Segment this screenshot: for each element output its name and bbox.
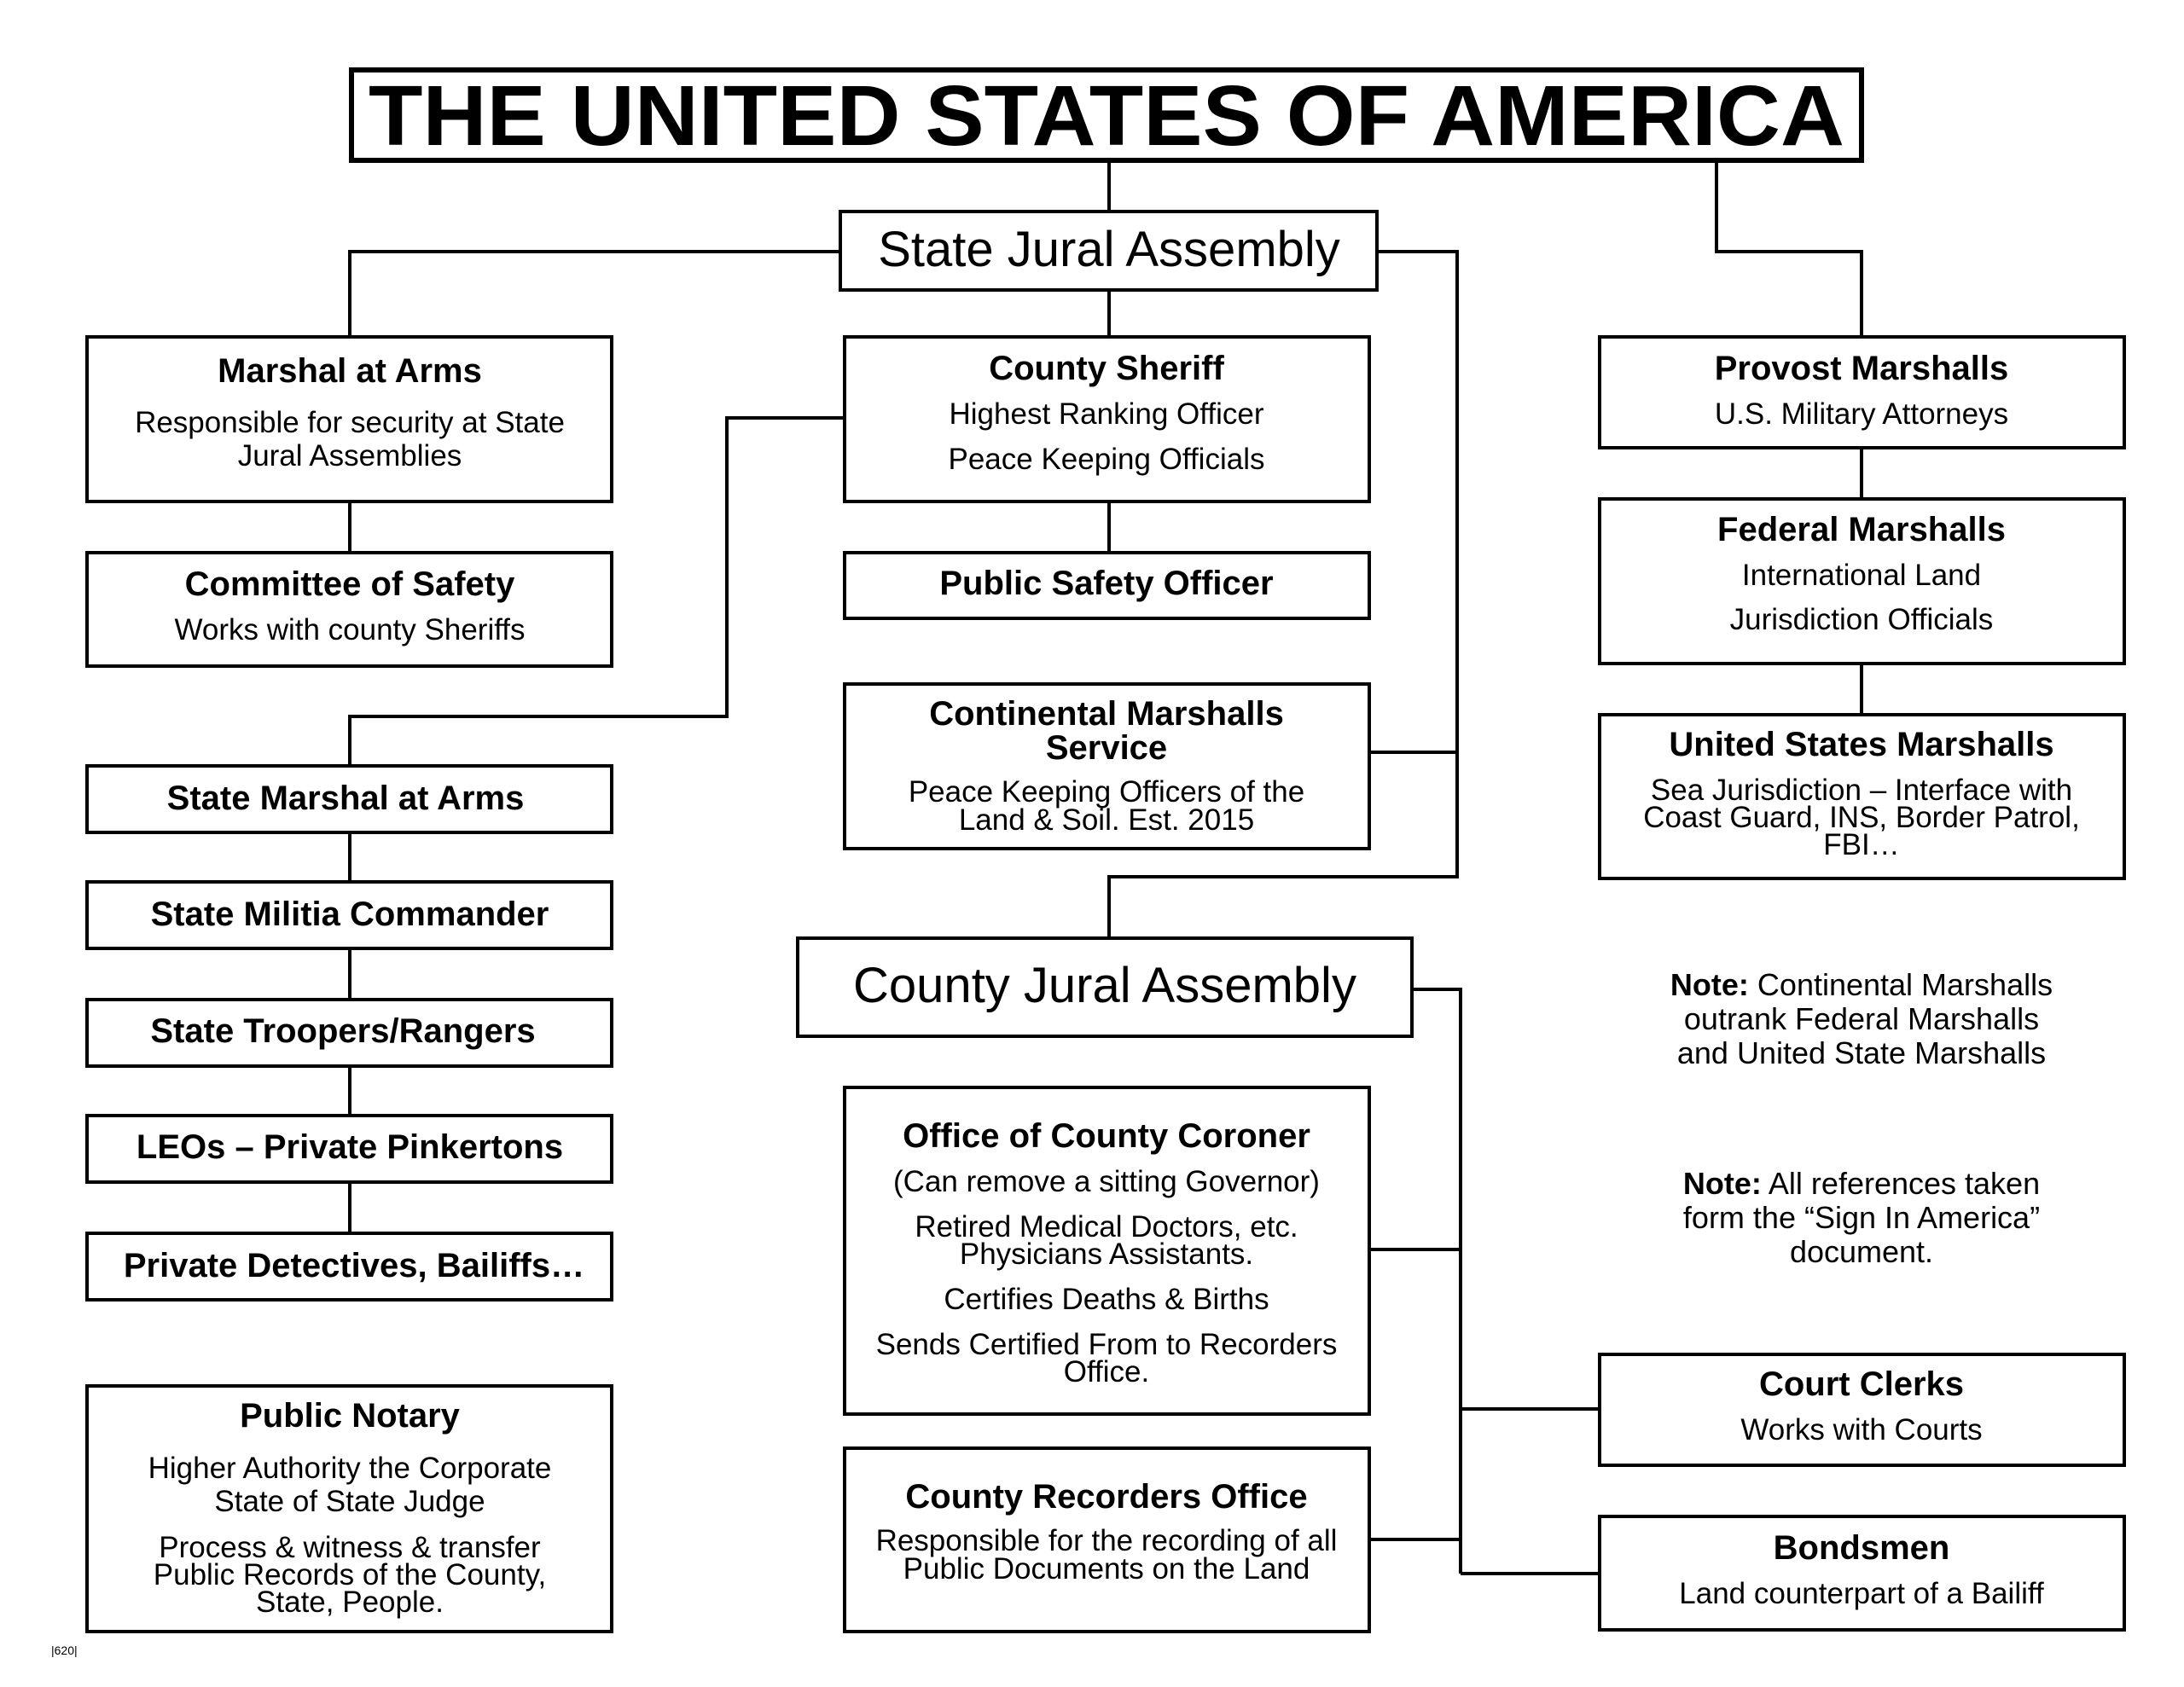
- committee-of-safety-title: Committee of Safety: [184, 565, 515, 603]
- court-clerks-title: Court Clerks: [1758, 1365, 1965, 1403]
- us-marshalls-line: FBI…: [1823, 828, 1900, 861]
- public-safety-officer-title: Public Safety Officer: [939, 565, 1274, 602]
- public-notary-line: Process & witness & transfer: [159, 1531, 541, 1564]
- us-marshalls-line: Coast Guard, INS, Border Patrol,: [1643, 801, 2080, 834]
- county-coroner-title: Office of County Coroner: [903, 1117, 1310, 1155]
- federal-marshalls-line: Jurisdiction Officials: [1729, 603, 1994, 636]
- public-notary-line: Public Records of the County,: [153, 1558, 547, 1591]
- public-notary-line: Higher Authority the Corporate: [148, 1452, 552, 1485]
- county-jural-assembly-title: County Jural Assembly: [853, 958, 1356, 1013]
- note-text: All references taken: [1768, 1166, 2041, 1201]
- connector-state-left: [350, 252, 840, 337]
- note-line: [1670, 967, 2053, 1002]
- federal-marshalls-title: Federal Marshalls: [1717, 511, 2006, 548]
- state-marshal-at-arms-title: State Marshal at Arms: [166, 780, 525, 817]
- us-marshalls-title: United States Marshalls: [1669, 726, 2054, 763]
- county-recorders-line: Public Documents on the Land: [903, 1552, 1310, 1586]
- marshal-at-arms-title: Marshal at Arms: [218, 352, 482, 390]
- note-line: and United State Marshalls: [1676, 1035, 2047, 1070]
- county-coroner-line: Retired Medical Doctors, etc.: [915, 1210, 1298, 1244]
- county-coroner-line: (Can remove a sitting Governor): [893, 1165, 1320, 1198]
- state-troopers-title: State Troopers/Rangers: [150, 1012, 536, 1050]
- marshal-at-arms-line: Responsible for security at State: [135, 406, 565, 439]
- note-label: Note:: [1670, 967, 1749, 1002]
- county-sheriff-line: Peace Keeping Officials: [948, 443, 1265, 476]
- continental-marshalls-line: Peace Keeping Officers of the: [908, 775, 1305, 809]
- bondsmen-line: Land counterpart of a Bailiff: [1679, 1577, 2044, 1610]
- bondsmen-title: Bondsmen: [1773, 1529, 1950, 1567]
- note-text: Continental Marshalls: [1757, 967, 2053, 1002]
- county-recorders-title: County Recorders Office: [905, 1478, 1308, 1516]
- public-notary-line: State, People.: [256, 1586, 444, 1619]
- leos-title: LEOs – Private Pinkertons: [136, 1128, 564, 1166]
- note-line: form the “Sign In America”: [1682, 1200, 2041, 1235]
- continental-marshalls-title: Service: [1045, 729, 1168, 767]
- county-sheriff-line: Highest Ranking Officer: [949, 397, 1264, 431]
- continental-marshalls-title: Continental Marshalls: [929, 695, 1284, 733]
- county-sheriff-title: County Sheriff: [989, 350, 1224, 387]
- note-references: [1683, 1166, 2040, 1269]
- private-detectives-title: Private Detectives, Bailiffs…: [123, 1247, 585, 1284]
- state-militia-commander-title: State Militia Commander: [150, 896, 549, 933]
- county-recorders-line: Responsible for the recording of all: [875, 1524, 1338, 1557]
- provost-marshalls-title: Provost Marshalls: [1714, 350, 2009, 387]
- note-continental: [1670, 967, 2053, 1070]
- note-line: document.: [1789, 1234, 1934, 1269]
- continental-marshalls-line: Land & Soil. Est. 2015: [958, 803, 1255, 837]
- public-notary-title: Public Notary: [240, 1397, 460, 1435]
- provost-marshalls-line: U.S. Military Attorneys: [1714, 397, 2009, 431]
- us-marshalls-line: Sea Jurisdiction – Interface with: [1650, 774, 2073, 807]
- page-title: THE UNITED STATES OF AMERICA: [369, 68, 1844, 164]
- note-line: outrank Federal Marshalls: [1683, 1001, 2040, 1036]
- marshal-at-arms-line: Jural Assemblies: [237, 439, 462, 472]
- connector-title-to-provost: [1716, 160, 1862, 337]
- county-coroner-line: Office.: [1063, 1355, 1150, 1388]
- county-coroner-line: Physicians Assistants.: [959, 1238, 1254, 1271]
- committee-of-safety-line: Works with county Sheriffs: [174, 613, 526, 646]
- connector-county-trunk: [1412, 989, 1461, 1574]
- note-line: [1683, 1166, 2040, 1201]
- county-coroner-line: Certifies Deaths & Births: [944, 1283, 1269, 1316]
- state-jural-assembly-title: State Jural Assembly: [878, 222, 1340, 277]
- federal-marshalls-line: International Land: [1741, 559, 1982, 592]
- note-label: Note:: [1682, 1166, 1762, 1201]
- court-clerks-line: Works with Courts: [1740, 1413, 1983, 1446]
- public-notary-line: State of State Judge: [214, 1485, 485, 1518]
- county-coroner-line: Sends Certified From to Recorders: [875, 1328, 1338, 1361]
- page-number: |620|: [51, 1644, 78, 1657]
